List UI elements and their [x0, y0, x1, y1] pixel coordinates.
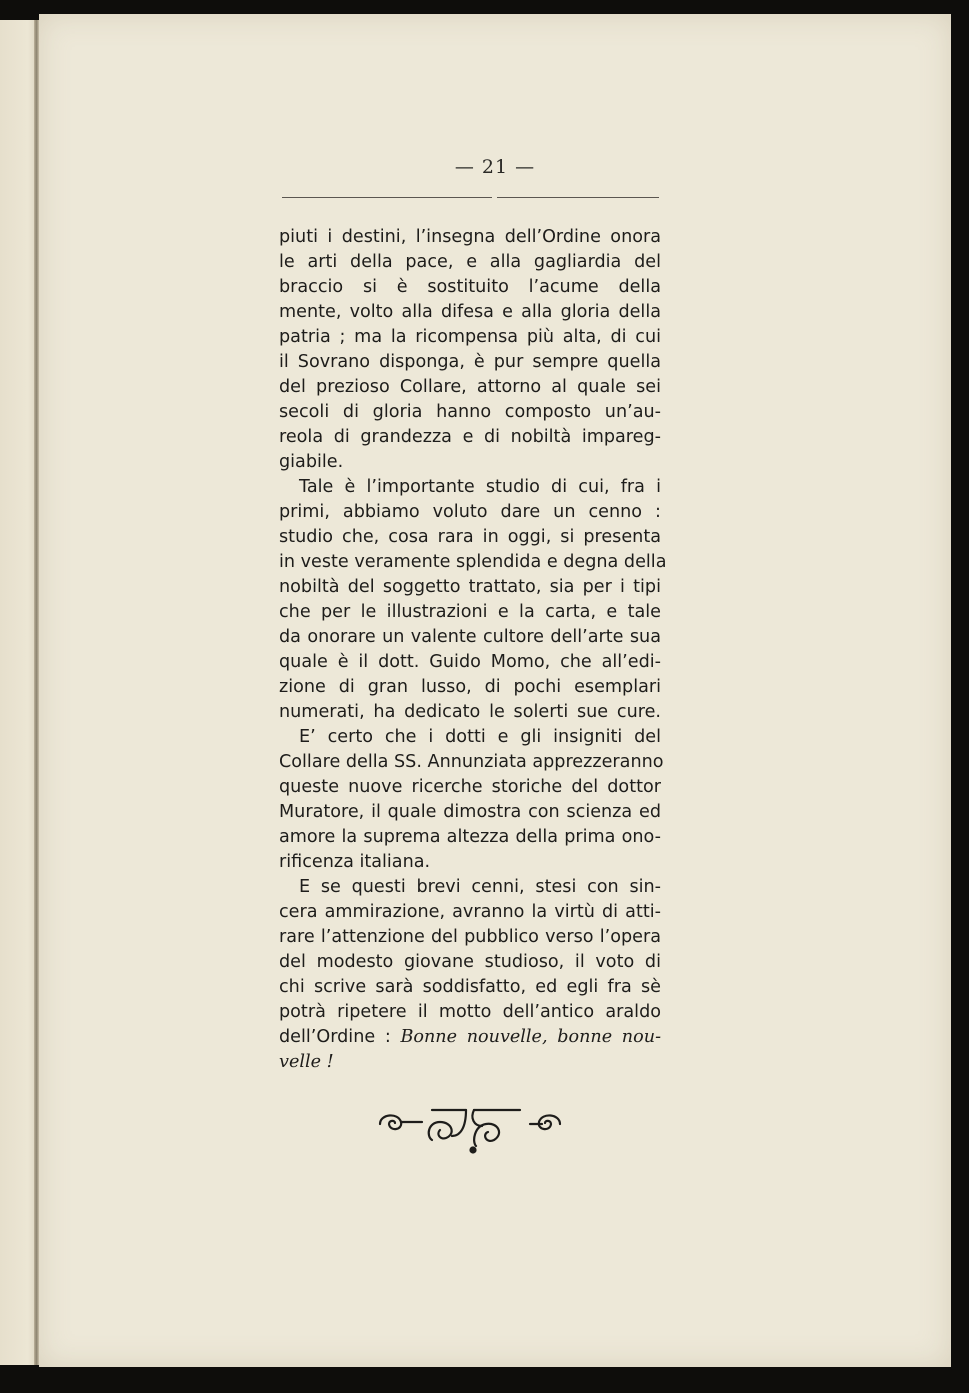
text-line: braccio si è sostituito l’acume della — [279, 277, 661, 297]
text-line: amore la suprema altezza della prima ono- — [279, 827, 661, 847]
text-line: in veste veramente splendida e degna della — [279, 552, 667, 572]
header-rule-left — [282, 197, 492, 198]
book-page — [39, 14, 951, 1367]
text-line: patria ; ma la ricompensa più alta, di cui — [279, 327, 661, 347]
text-line: queste nuove ricerche storiche del dottor — [279, 777, 661, 797]
text-line: le arti della pace, e alla gagliardia del — [279, 252, 661, 272]
text-line: rare l’attenzione del pubblico verso l’opera — [279, 927, 661, 947]
text-italic: Bonne nouvelle, bonne nou- — [400, 1027, 662, 1047]
text-line: Collare della SS. Annunziata apprezzeranno — [279, 752, 664, 772]
text-line: secoli di gloria hanno composto un’au- — [279, 402, 661, 422]
text-line: studio che, cosa rara in oggi, si presenta — [279, 527, 661, 547]
text-line: rificenza italiana. — [279, 852, 431, 872]
text-line: giabile. — [279, 452, 344, 472]
text-line: del modesto giovane studioso, il voto di — [279, 952, 661, 972]
header-rule-right — [497, 197, 659, 198]
text-line: Muratore, il quale dimostra con scienza ed — [279, 802, 661, 822]
text-line: E se questi brevi cenni, stesi con sin- — [299, 877, 661, 897]
text-line: del prezioso Collare, attorno al quale sei — [279, 377, 661, 397]
decorative-scroll-ornament — [370, 1092, 570, 1162]
text-line: potrà ripetere il motto dell’antico araldo — [279, 1002, 661, 1022]
text-line: da onorare un valente cultore dell’arte sua — [279, 627, 661, 647]
body-text — [279, 225, 667, 1075]
text-line: primi, abbiamo voluto dare un cenno : — [279, 502, 661, 522]
text-line: chi scrive sarà soddisfatto, ed egli fra sè — [279, 977, 661, 997]
text-line: velle ! — [279, 1052, 334, 1072]
text-line: quale è il dott. Guido Momo, che all’edi- — [279, 652, 661, 672]
text-line: mente, volto alla difesa e alla gloria della — [279, 302, 661, 322]
text-line: piuti i destini, l’insegna dell’Ordine onora — [279, 227, 661, 247]
text-roman: dell’Ordine : — [279, 1027, 391, 1047]
text-line: che per le illustrazioni e la carta, e tale — [279, 602, 661, 622]
text-line: cera ammirazione, avranno la virtù di atti- — [279, 902, 661, 922]
text-line: il Sovrano disponga, è pur sempre quella — [279, 352, 661, 372]
text-line: reola di grandezza e di nobiltà impareg- — [279, 427, 661, 447]
text-line: nobiltà del soggetto trattato, sia per i tipi — [279, 577, 661, 597]
text-line-mixed — [279, 1025, 661, 1050]
page-number: — 21 — — [454, 156, 536, 178]
text-line: Tale è l’importante studio di cui, fra i — [299, 477, 661, 497]
text-line: zione di gran lusso, di pochi esemplari — [279, 677, 661, 697]
text-line: numerati, ha dedicato le solerti sue cure. — [279, 702, 661, 722]
text-line: E’ certo che i dotti e gli insigniti del — [299, 727, 661, 747]
